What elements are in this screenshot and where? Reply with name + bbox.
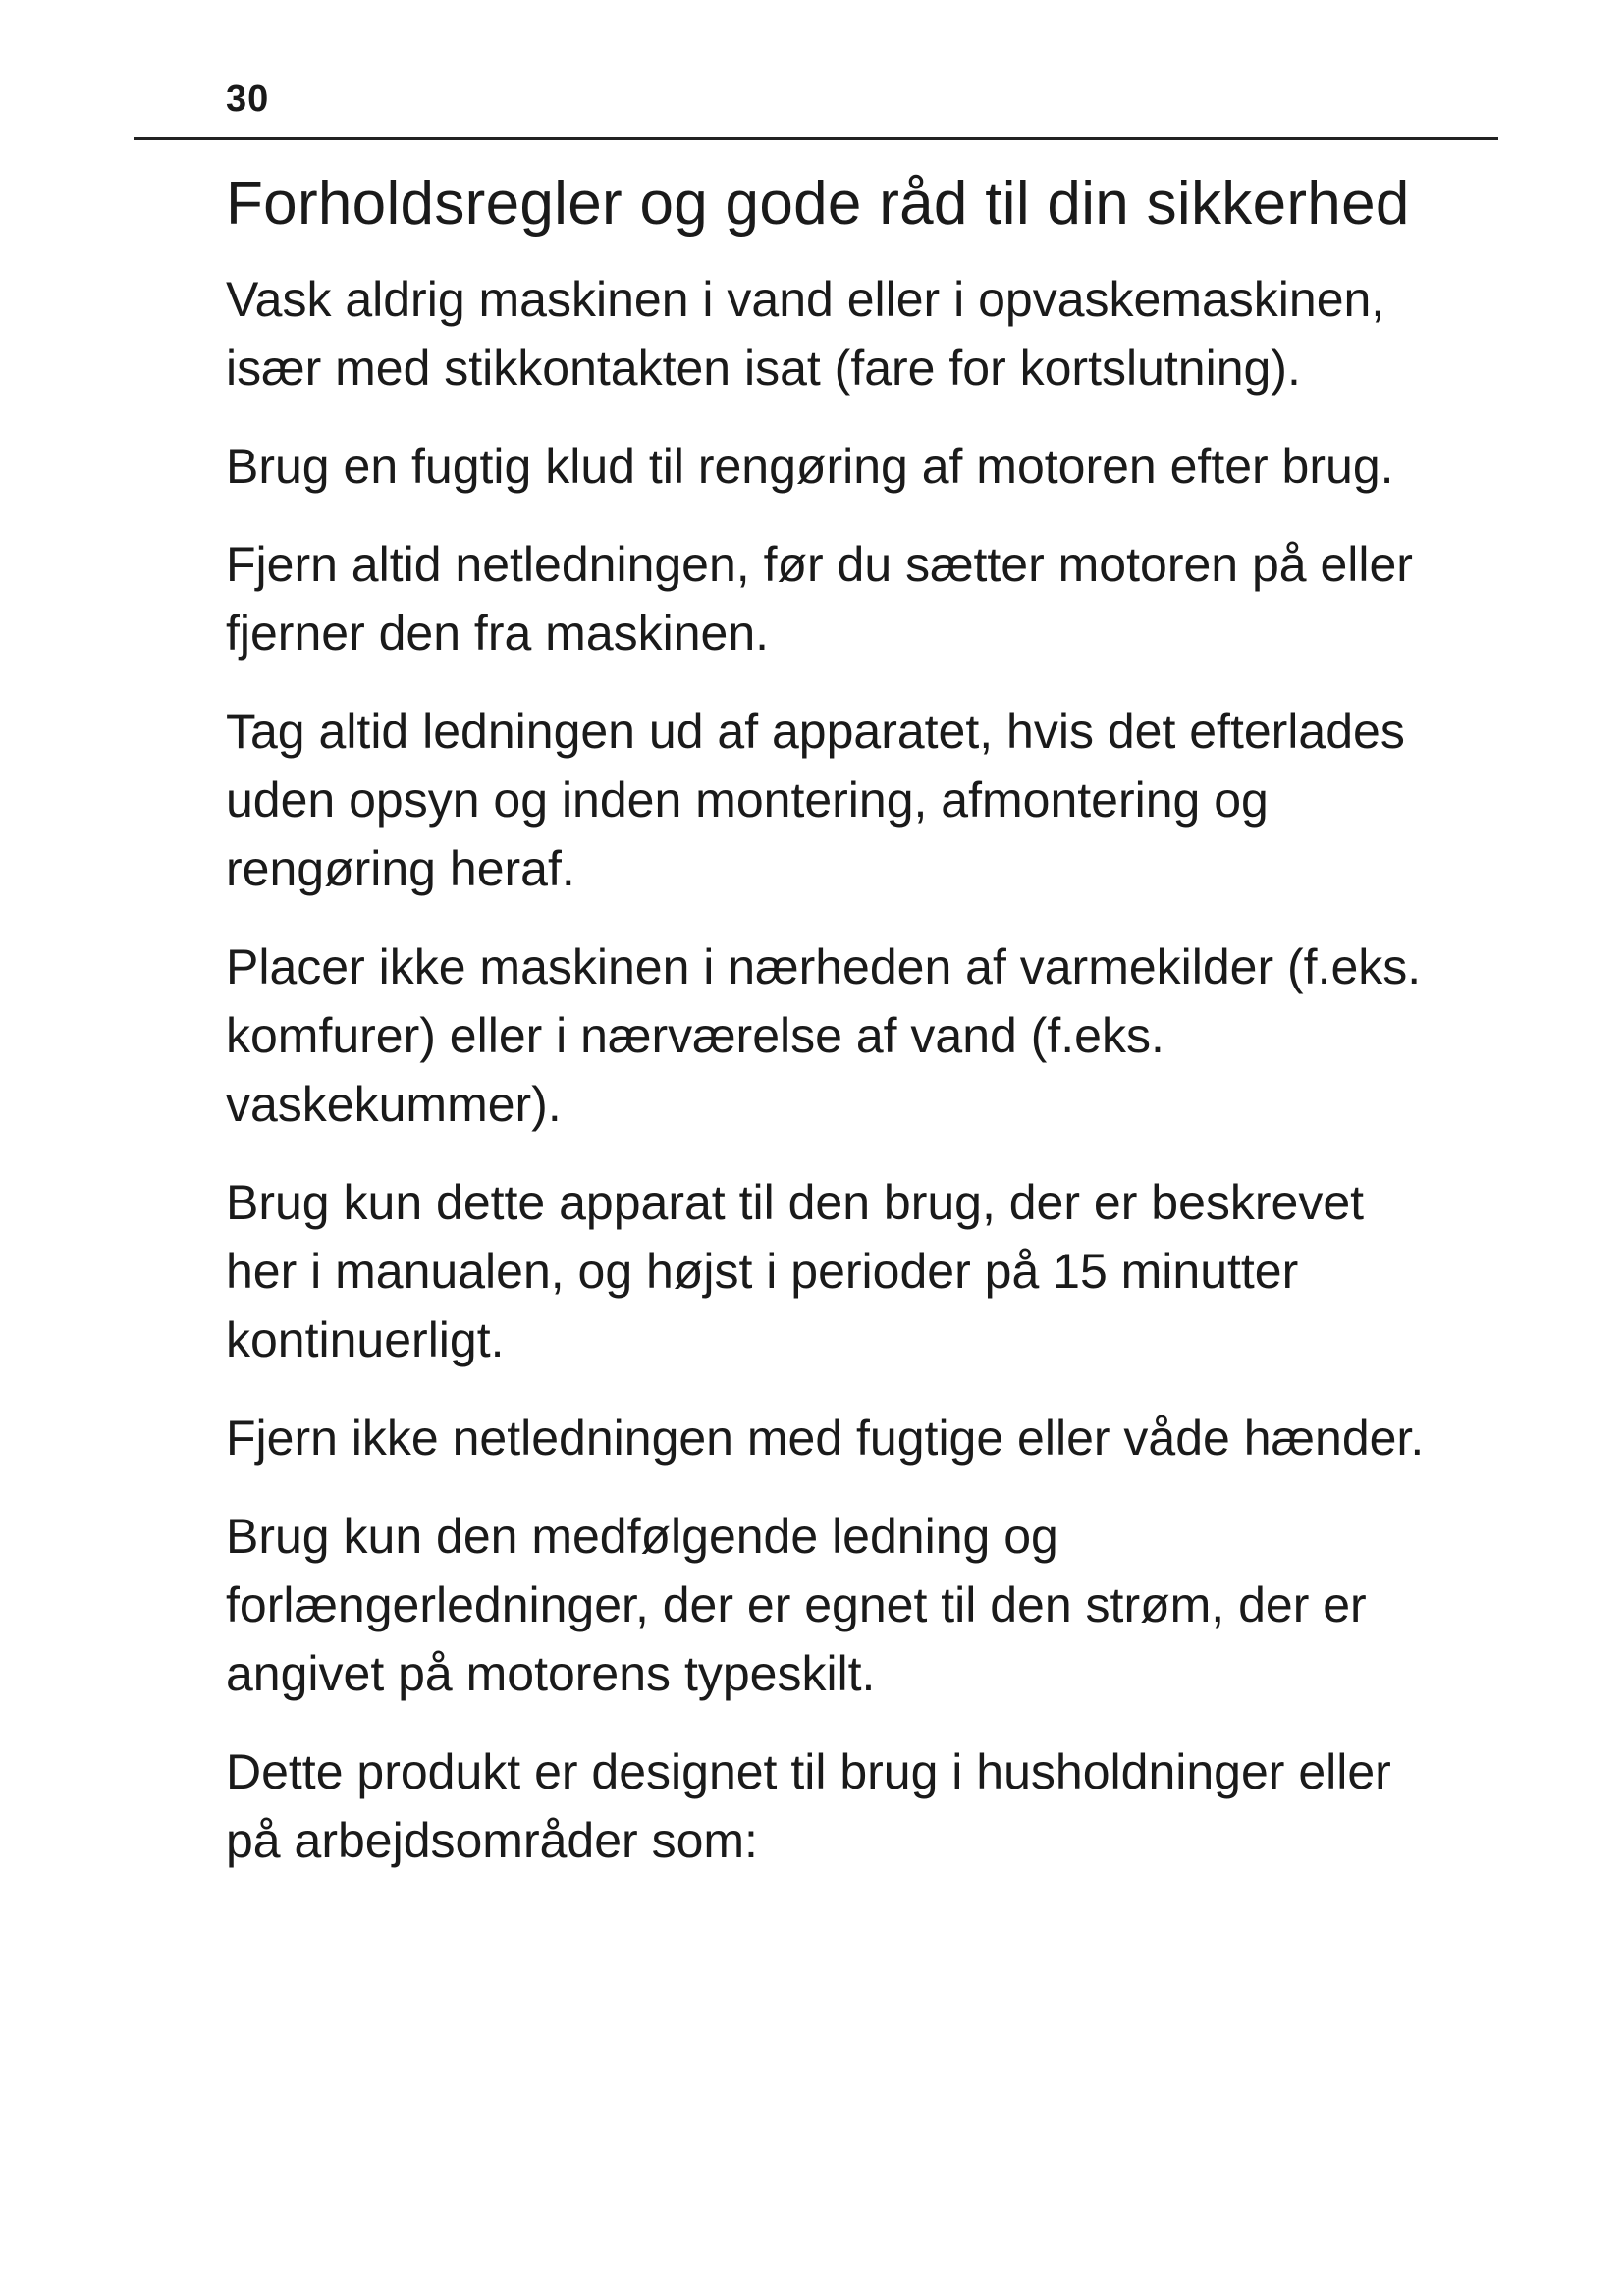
page-number: 30 <box>226 79 270 120</box>
safety-paragraph: Brug kun den medfølgende ledning og forlængerledninger, der er egnet til den strøm, der er angivet på motorens typeskilt. <box>226 1509 1367 1701</box>
header-divider <box>134 137 1498 140</box>
page-title: Forholdsregler og gode råd til din sikkerhed <box>226 170 1410 238</box>
safety-paragraph: Vask aldrig maskinen i vand eller i opvaskemaskinen, især med stikkontakten isat (fare for kortslutning). <box>226 272 1385 396</box>
safety-paragraph: Tag altid ledningen ud af apparatet, hvis det efterlades uden opsyn og inden montering, afmontering og rengøring heraf. <box>226 704 1405 896</box>
safety-paragraph: Fjern ikke netledningen med fugtige eller våde hænder. <box>226 1411 1425 1466</box>
safety-paragraph: Fjern altid netledningen, før du sætter motoren på eller fjerner den fra maskinen. <box>226 537 1413 661</box>
main-content <box>226 169 1434 1904</box>
safety-paragraph: Dette produkt er designet til brug i husholdninger eller på arbejdsområder som: <box>226 1744 1391 1868</box>
safety-paragraph: Placer ikke maskinen i nærheden af varmekilder (f.eks. komfurer) eller i nærværelse af vand (f.eks. vaskekummer). <box>226 939 1422 1132</box>
safety-paragraph: Brug en fugtig klud til rengøring af motoren efter brug. <box>226 439 1394 494</box>
safety-paragraph: Brug kun dette apparat til den brug, der er beskrevet her i manualen, og højst i perioder på 15 minutter kontinuerligt. <box>226 1175 1365 1367</box>
